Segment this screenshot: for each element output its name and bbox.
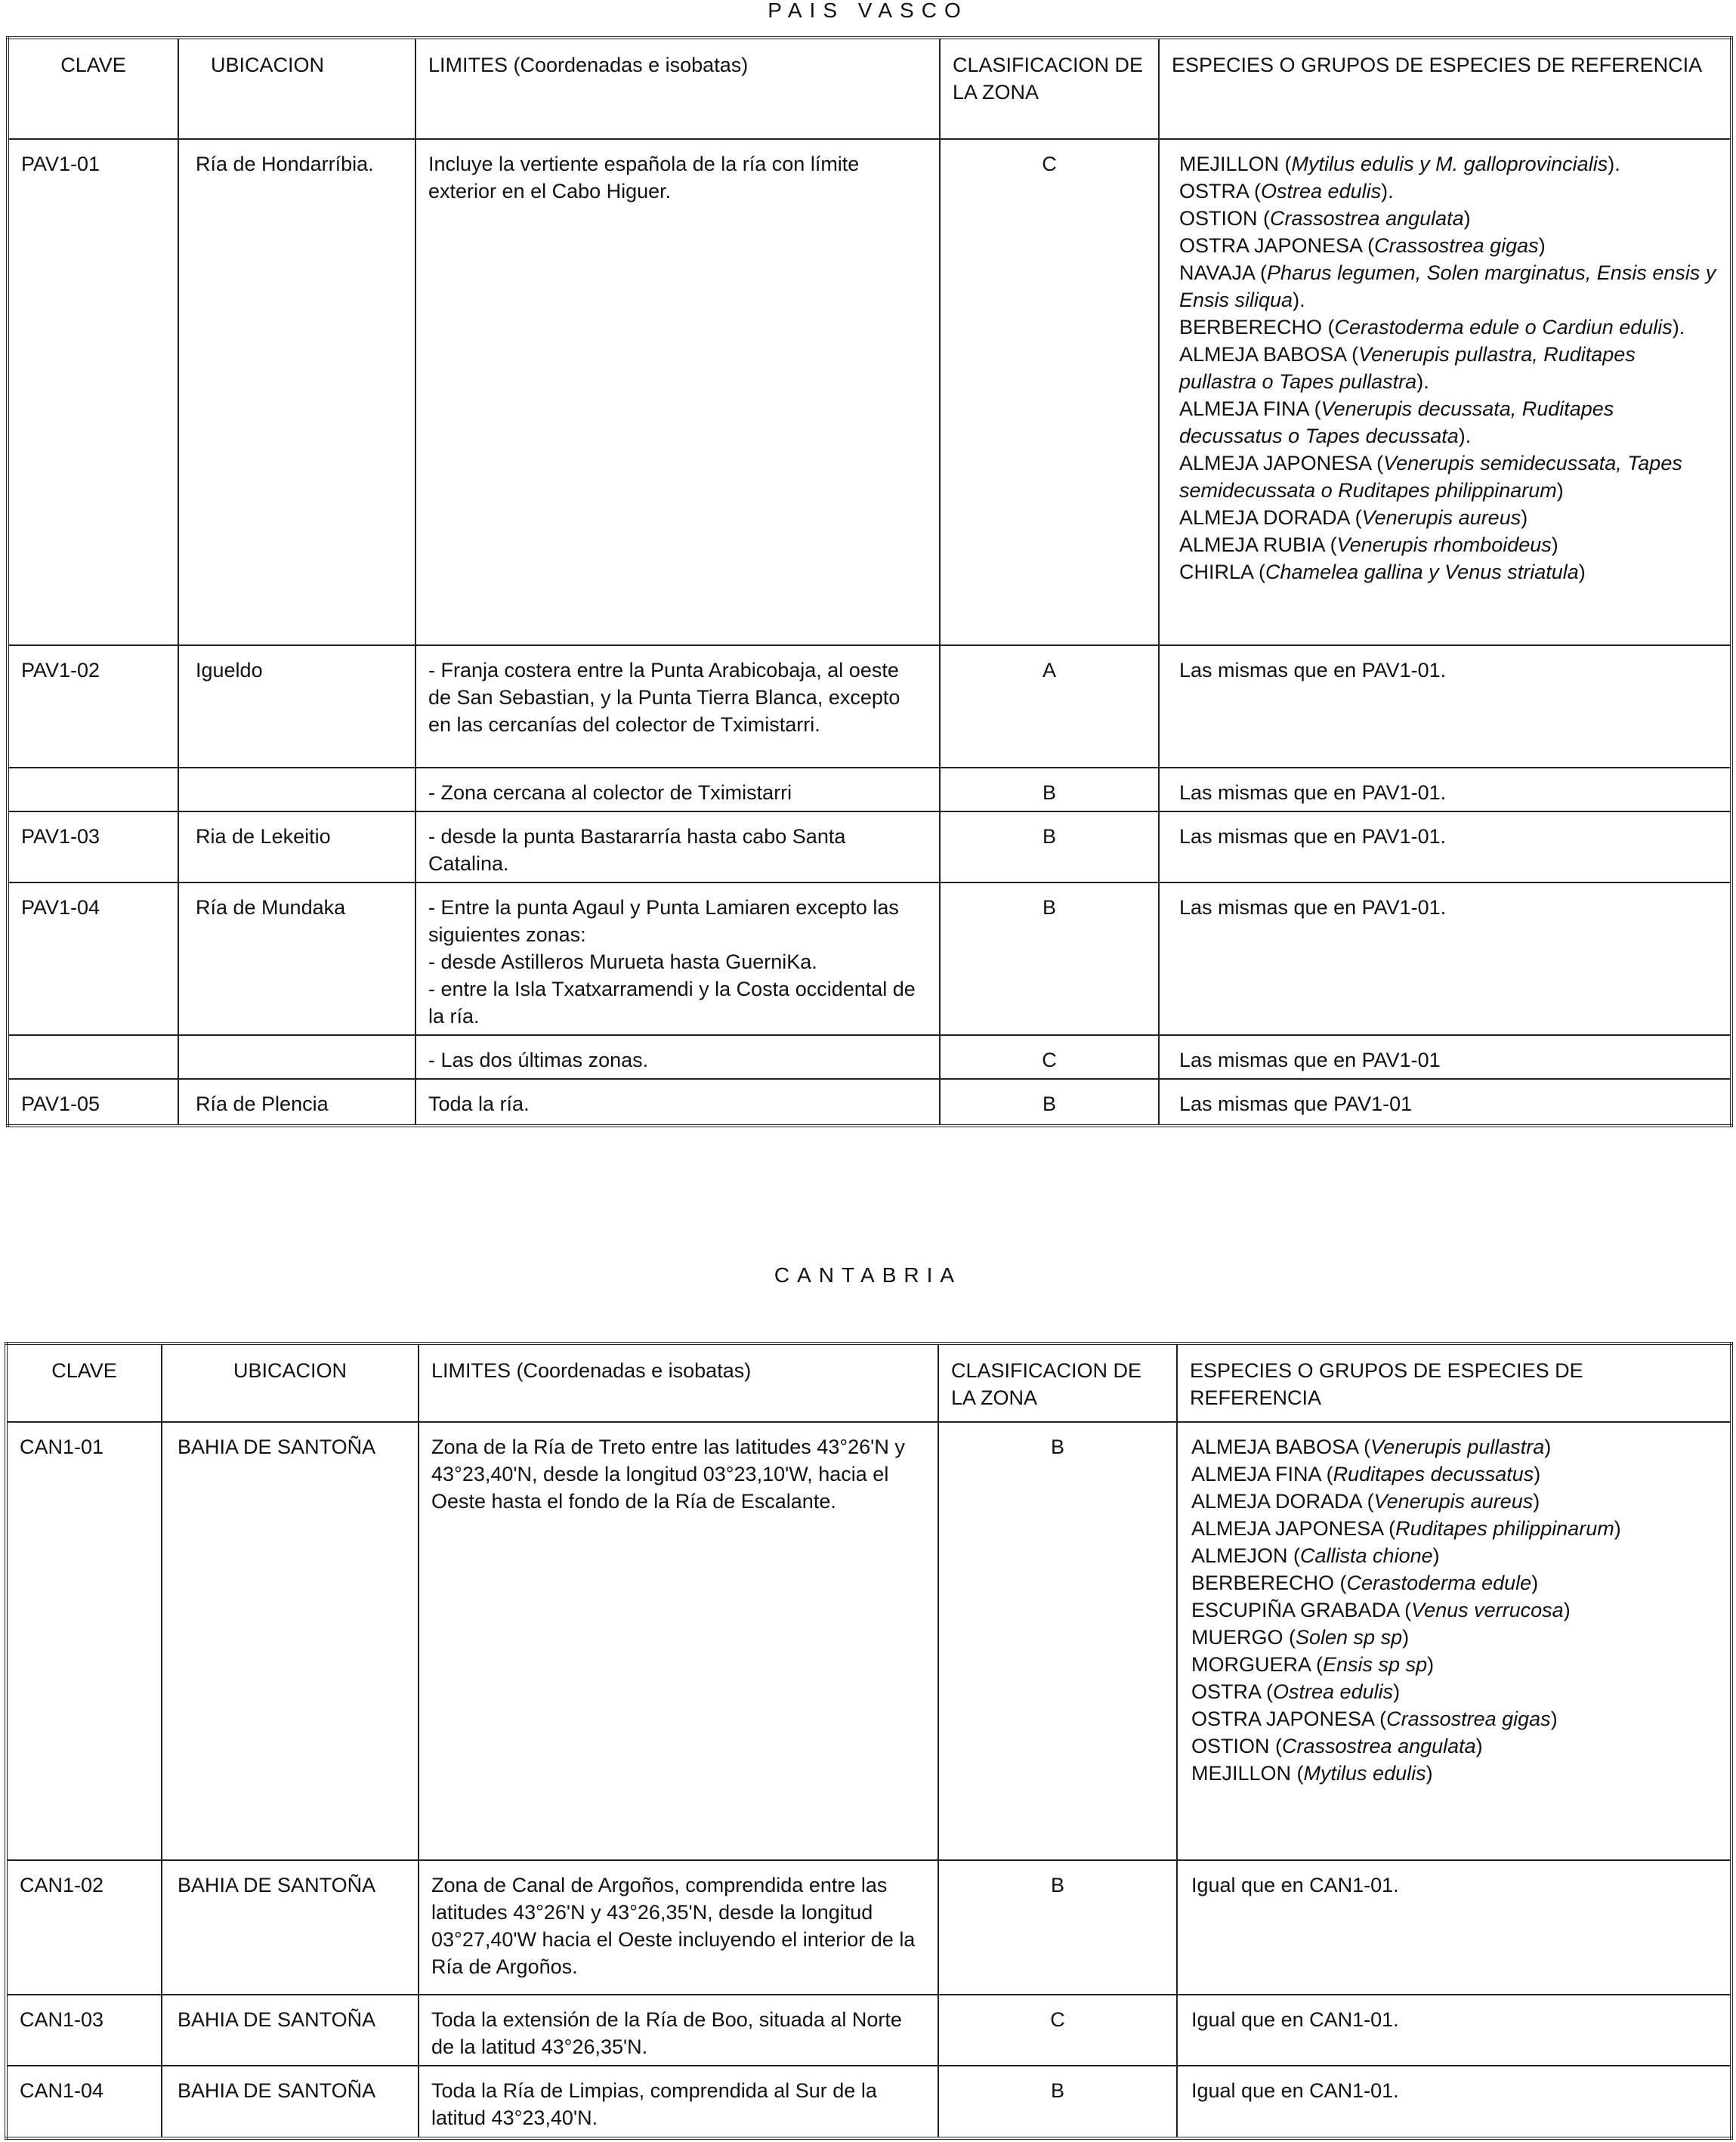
cell-especies: Igual que en CAN1-01. bbox=[1177, 2066, 1731, 2138]
cell-ubicacion: Igueldo bbox=[178, 645, 415, 768]
cell-clasificacion: B bbox=[938, 1860, 1177, 1995]
table-row bbox=[8, 1079, 1731, 1126]
header-clasificacion: CLASIFICACION DE LA ZONA bbox=[938, 1343, 1177, 1422]
species-item: BERBERECHO (Cerastoderma edule) bbox=[1191, 1572, 1539, 1594]
species-item: NAVAJA (Pharus legumen, Solen marginatus, Ensis ensis y Ensis siliqua). bbox=[1179, 261, 1716, 311]
cell-clasificacion: B bbox=[938, 1422, 1177, 1860]
table-row bbox=[8, 811, 1731, 882]
species-item: ESCUPIÑA GRABADA (Venus verrucosa) bbox=[1191, 1599, 1571, 1621]
cell-limites: - Las dos últimas zonas. bbox=[415, 1035, 940, 1079]
cell-clave: PAV1-05 bbox=[8, 1079, 178, 1126]
cell-especies: Las mismas que en PAV1-01. bbox=[1159, 645, 1731, 768]
species-item: ALMEJA JAPONESA (Ruditapes philippinarum) bbox=[1191, 1517, 1621, 1540]
cell-clasificacion: C bbox=[940, 1035, 1159, 1079]
cell-clasificacion: B bbox=[940, 1079, 1159, 1126]
cell-limites: Incluye la vertiente española de la ría con límite exterior en el Cabo Higuer. bbox=[415, 139, 940, 645]
cell-clave: PAV1-01 bbox=[8, 139, 178, 645]
cell-limites: Zona de Canal de Argoños, comprendida entre las latitudes 43°26'N y 43°26,35'N, desde la longitud 03°27,40'W hacia el Oeste incluyendo el interior de la Ría de Argoños. bbox=[419, 1860, 938, 1995]
cell-ubicacion: BAHIA DE SANTOÑA bbox=[162, 2066, 419, 2138]
cell-clasificacion: B bbox=[938, 2066, 1177, 2138]
species-item: BERBERECHO (Cerastoderma edule o Cardiun edulis). bbox=[1179, 316, 1685, 338]
species-item: OSTRA (Ostrea edulis) bbox=[1191, 1680, 1401, 1703]
cell-clave: PAV1-03 bbox=[8, 811, 178, 882]
species-item: ALMEJA DORADA (Venerupis aureus) bbox=[1179, 506, 1528, 529]
cell-ubicacion: Ría de Hondarríbia. bbox=[178, 139, 415, 645]
header-clave: CLAVE bbox=[8, 38, 178, 139]
cell-especies: Las mismas que PAV1-01 bbox=[1159, 1079, 1731, 1126]
table-row bbox=[8, 645, 1731, 768]
cell-clasificacion: B bbox=[940, 768, 1159, 811]
species-item: OSTION (Crassostrea angulata) bbox=[1191, 1735, 1483, 1757]
table-row bbox=[8, 139, 1731, 645]
species-item: OSTION (Crassostrea angulata) bbox=[1179, 207, 1471, 230]
table-header-row bbox=[6, 1343, 1731, 1422]
species-item: ALMEJA BABOSA (Venerupis pullastra, Ruditapes pullastra o Tapes pullastra). bbox=[1179, 343, 1636, 393]
section-title-cantabria: CANTABRIA bbox=[774, 1263, 962, 1287]
cell-clave bbox=[8, 1035, 178, 1079]
species-item: OSTRA JAPONESA (Crassostrea gigas) bbox=[1179, 234, 1546, 257]
cell-ubicacion: BAHIA DE SANTOÑA bbox=[162, 1422, 419, 1860]
table-row bbox=[6, 1422, 1731, 1860]
species-item: MEJILLON (Mytilus edulis) bbox=[1191, 1762, 1433, 1785]
species-item: ALMEJA FINA (Ruditapes decussatus) bbox=[1191, 1463, 1541, 1485]
cell-especies bbox=[1159, 139, 1731, 645]
cell-especies: Igual que en CAN1-01. bbox=[1177, 1860, 1731, 1995]
cell-limites: Zona de la Ría de Treto entre las latitudes 43°26'N y 43°23,40'N, desde la longitud 03°23,10'W, hacia el Oeste hasta el fondo de la Ría de Escalante. bbox=[419, 1422, 938, 1860]
cell-clave: CAN1-04 bbox=[6, 2066, 162, 2138]
cell-especies bbox=[1177, 1422, 1731, 1860]
cell-clave bbox=[8, 768, 178, 811]
cell-clasificacion: A bbox=[940, 645, 1159, 768]
table-row bbox=[8, 882, 1731, 1035]
species-item: ALMEJA JAPONESA (Venerupis semidecussata, Tapes semidecussata o Ruditapes philippinarum) bbox=[1179, 452, 1682, 502]
cell-especies: Igual que en CAN1-01. bbox=[1177, 1995, 1731, 2066]
cell-ubicacion: Ría de Mundaka bbox=[178, 882, 415, 1035]
cell-limites: - Franja costera entre la Punta Arabicobaja, al oeste de San Sebastian, y la Punta Tierra Blanca, excepto en las cercanías del colector de Tximistarri. bbox=[415, 645, 940, 768]
header-ubicacion: UBICACION bbox=[162, 1343, 419, 1422]
cell-clave: PAV1-04 bbox=[8, 882, 178, 1035]
species-item: MORGUERA (Ensis sp sp) bbox=[1191, 1653, 1435, 1676]
cell-ubicacion: Ria de Lekeitio bbox=[178, 811, 415, 882]
table-row bbox=[6, 2066, 1731, 2138]
species-item: MUERGO (Solen sp sp) bbox=[1191, 1626, 1410, 1649]
table-row bbox=[8, 768, 1731, 811]
species-item: ALMEJA FINA (Venerupis decussata, Ruditapes decussatus o Tapes decussata). bbox=[1179, 397, 1614, 447]
cell-clasificacion: B bbox=[940, 811, 1159, 882]
table-header-row bbox=[8, 38, 1731, 139]
limites-line: - desde Astilleros Murueta hasta GuerniKa. bbox=[428, 950, 817, 973]
cell-ubicacion bbox=[178, 768, 415, 811]
table-row bbox=[8, 1035, 1731, 1079]
cell-especies: Las mismas que en PAV1-01. bbox=[1159, 882, 1731, 1035]
header-ubicacion: UBICACION bbox=[178, 38, 415, 139]
header-especies: ESPECIES O GRUPOS DE ESPECIES DE REFERENCIA bbox=[1177, 1343, 1731, 1422]
header-limites: LIMITES (Coordenadas e isobatas) bbox=[419, 1343, 938, 1422]
species-item: ALMEJA DORADA (Venerupis aureus) bbox=[1191, 1490, 1540, 1513]
table-pais-vasco bbox=[6, 36, 1733, 1127]
species-item: OSTRA JAPONESA (Crassostrea gigas) bbox=[1191, 1708, 1558, 1730]
species-item: ALMEJON (Callista chione) bbox=[1191, 1544, 1440, 1567]
table-row bbox=[6, 1995, 1731, 2066]
header-limites: LIMITES (Coordenadas e isobatas) bbox=[415, 38, 940, 139]
cell-clave: CAN1-02 bbox=[6, 1860, 162, 1995]
cell-ubicacion: Ría de Plencia bbox=[178, 1079, 415, 1126]
cell-clasificacion: C bbox=[940, 139, 1159, 645]
header-clasificacion: CLASIFICACION DE LA ZONA bbox=[940, 38, 1159, 139]
cell-limites: Toda la extensión de la Ría de Boo, situada al Norte de la latitud 43°26,35'N. bbox=[419, 1995, 938, 2066]
cell-limites bbox=[415, 882, 940, 1035]
cell-limites: Toda la Ría de Limpias, comprendida al Sur de la latitud 43°23,40'N. bbox=[419, 2066, 938, 2138]
species-item: MEJILLON (Mytilus edulis y M. galloprovincialis). bbox=[1179, 153, 1620, 175]
header-clave: CLAVE bbox=[6, 1343, 162, 1422]
table-cantabria bbox=[5, 1342, 1733, 2140]
cell-especies: Las mismas que en PAV1-01. bbox=[1159, 811, 1731, 882]
section-title-pais-vasco: PAIS VASCO bbox=[768, 0, 968, 22]
cell-clasificacion: B bbox=[940, 882, 1159, 1035]
cell-clasificacion: C bbox=[938, 1995, 1177, 2066]
limites-line: - entre la Isla Txatxarramendi y la Costa occidental de la ría. bbox=[428, 978, 916, 1028]
species-item: ALMEJA BABOSA (Venerupis pullastra) bbox=[1191, 1436, 1552, 1458]
cell-clave: CAN1-01 bbox=[6, 1422, 162, 1860]
cell-ubicacion: BAHIA DE SANTOÑA bbox=[162, 1995, 419, 2066]
cell-limites: - Zona cercana al colector de Tximistarri bbox=[415, 768, 940, 811]
cell-ubicacion bbox=[178, 1035, 415, 1079]
cell-limites: Toda la ría. bbox=[415, 1079, 940, 1126]
species-item: CHIRLA (Chamelea gallina y Venus striatula) bbox=[1179, 561, 1586, 583]
cell-especies: Las mismas que en PAV1-01. bbox=[1159, 768, 1731, 811]
header-especies: ESPECIES O GRUPOS DE ESPECIES DE REFERENCIA bbox=[1159, 38, 1731, 139]
limites-line: - Entre la punta Agaul y Punta Lamiaren excepto las siguientes zonas: bbox=[428, 896, 899, 946]
cell-clave: PAV1-02 bbox=[8, 645, 178, 768]
table-row bbox=[6, 1860, 1731, 1995]
cell-limites: - desde la punta Bastararría hasta cabo Santa Catalina. bbox=[415, 811, 940, 882]
cell-clave: CAN1-03 bbox=[6, 1995, 162, 2066]
cell-especies: Las mismas que en PAV1-01 bbox=[1159, 1035, 1731, 1079]
cell-ubicacion: BAHIA DE SANTOÑA bbox=[162, 1860, 419, 1995]
species-item: OSTRA (Ostrea edulis). bbox=[1179, 180, 1394, 202]
species-item: ALMEJA RUBIA (Venerupis rhomboideus) bbox=[1179, 533, 1558, 556]
